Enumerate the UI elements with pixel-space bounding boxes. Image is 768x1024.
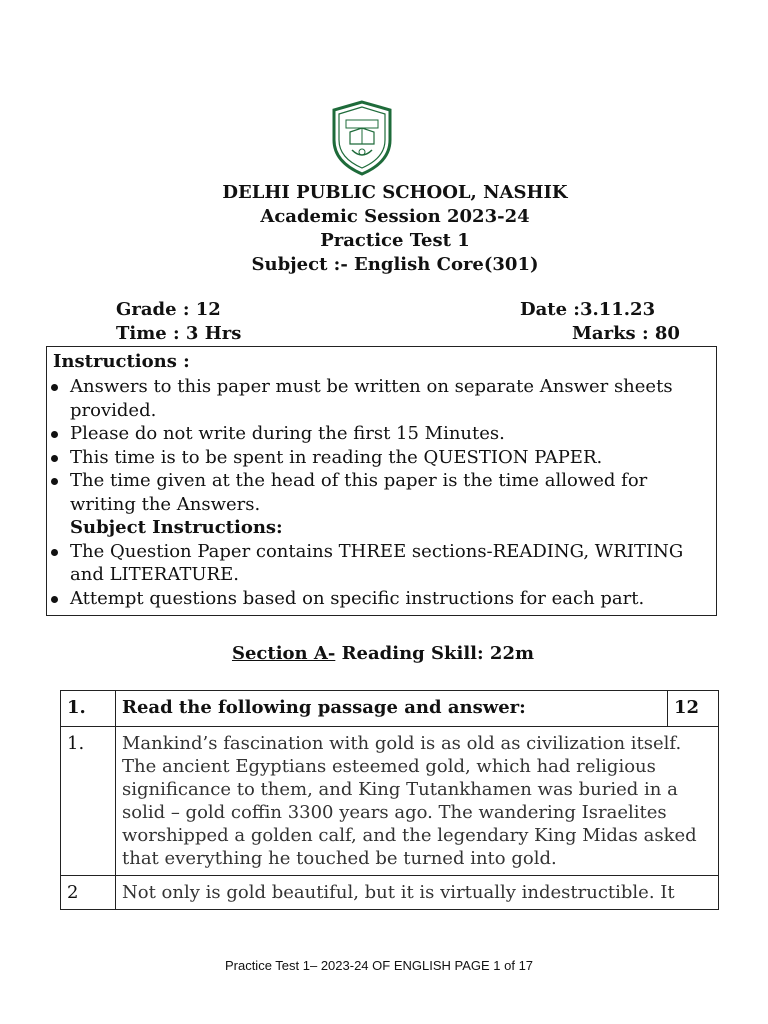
section-label: Section A- bbox=[231, 643, 336, 664]
subject-instructions-title: Subject Instructions: bbox=[70, 517, 283, 538]
marks-label: Marks : 80 bbox=[572, 323, 680, 344]
table-row bbox=[61, 691, 719, 727]
instruction-item: Attempt questions based on specific instructions for each part. bbox=[47, 587, 712, 611]
instructions-box bbox=[46, 346, 717, 616]
table-row bbox=[61, 876, 719, 910]
instruction-item: This time is to be spent in reading the QUESTION PAPER. bbox=[47, 446, 712, 470]
school-crest-icon bbox=[330, 100, 394, 176]
test-title: Practice Test 1 bbox=[320, 230, 470, 251]
time-label: Time : 3 Hrs bbox=[116, 323, 242, 344]
instruction-item: The time given at the head of this paper is the time allowed for writing the Answers. bbox=[47, 469, 712, 516]
section-title bbox=[0, 643, 766, 664]
question-number: 1. bbox=[61, 691, 116, 727]
table-row bbox=[61, 727, 719, 876]
question-prompt: Read the following passage and answer: bbox=[116, 691, 668, 727]
instruction-item: Please do not write during the first 15 Minutes. bbox=[47, 422, 712, 446]
instructions-list bbox=[47, 375, 712, 610]
instruction-item: Answers to this paper must be written on separate Answer sheets provided. bbox=[47, 375, 712, 422]
question-marks: 12 bbox=[668, 691, 719, 727]
page-footer: Practice Test 1– 2023-24 OF ENGLISH PAGE 1 of 17 bbox=[224, 958, 534, 973]
passage-paragraph: Mankind’s fascination with gold is as old as civilization itself. The ancient Egyptians esteemed gold, which had religious significance to them, and King Tutankhamen was buried in a solid – gold coffin 3300 years ago. The wandering Israelites worshipped a golden calf, and the legendary King Midas asked that everything he touched be turned into gold. bbox=[116, 727, 719, 876]
school-name: DELHI PUBLIC SCHOOL, NASHIK bbox=[222, 182, 568, 203]
section-description: Reading Skill: 22m bbox=[335, 643, 535, 664]
subject-line: Subject :- English Core(301) bbox=[251, 254, 539, 275]
instruction-item: The Question Paper contains THREE sections-READING, WRITING and LITERATURE. bbox=[47, 540, 712, 587]
instructions-title: Instructions : bbox=[53, 351, 190, 372]
date-label: Date :3.11.23 bbox=[520, 299, 656, 320]
paragraph-number: 1. bbox=[61, 727, 116, 876]
academic-session: Academic Session 2023-24 bbox=[260, 206, 530, 227]
question-table bbox=[60, 690, 719, 910]
passage-paragraph: Not only is gold beautiful, but it is virtually indestructible. It bbox=[116, 876, 719, 910]
grade-label: Grade : 12 bbox=[116, 299, 221, 320]
paragraph-number: 2 bbox=[61, 876, 116, 910]
